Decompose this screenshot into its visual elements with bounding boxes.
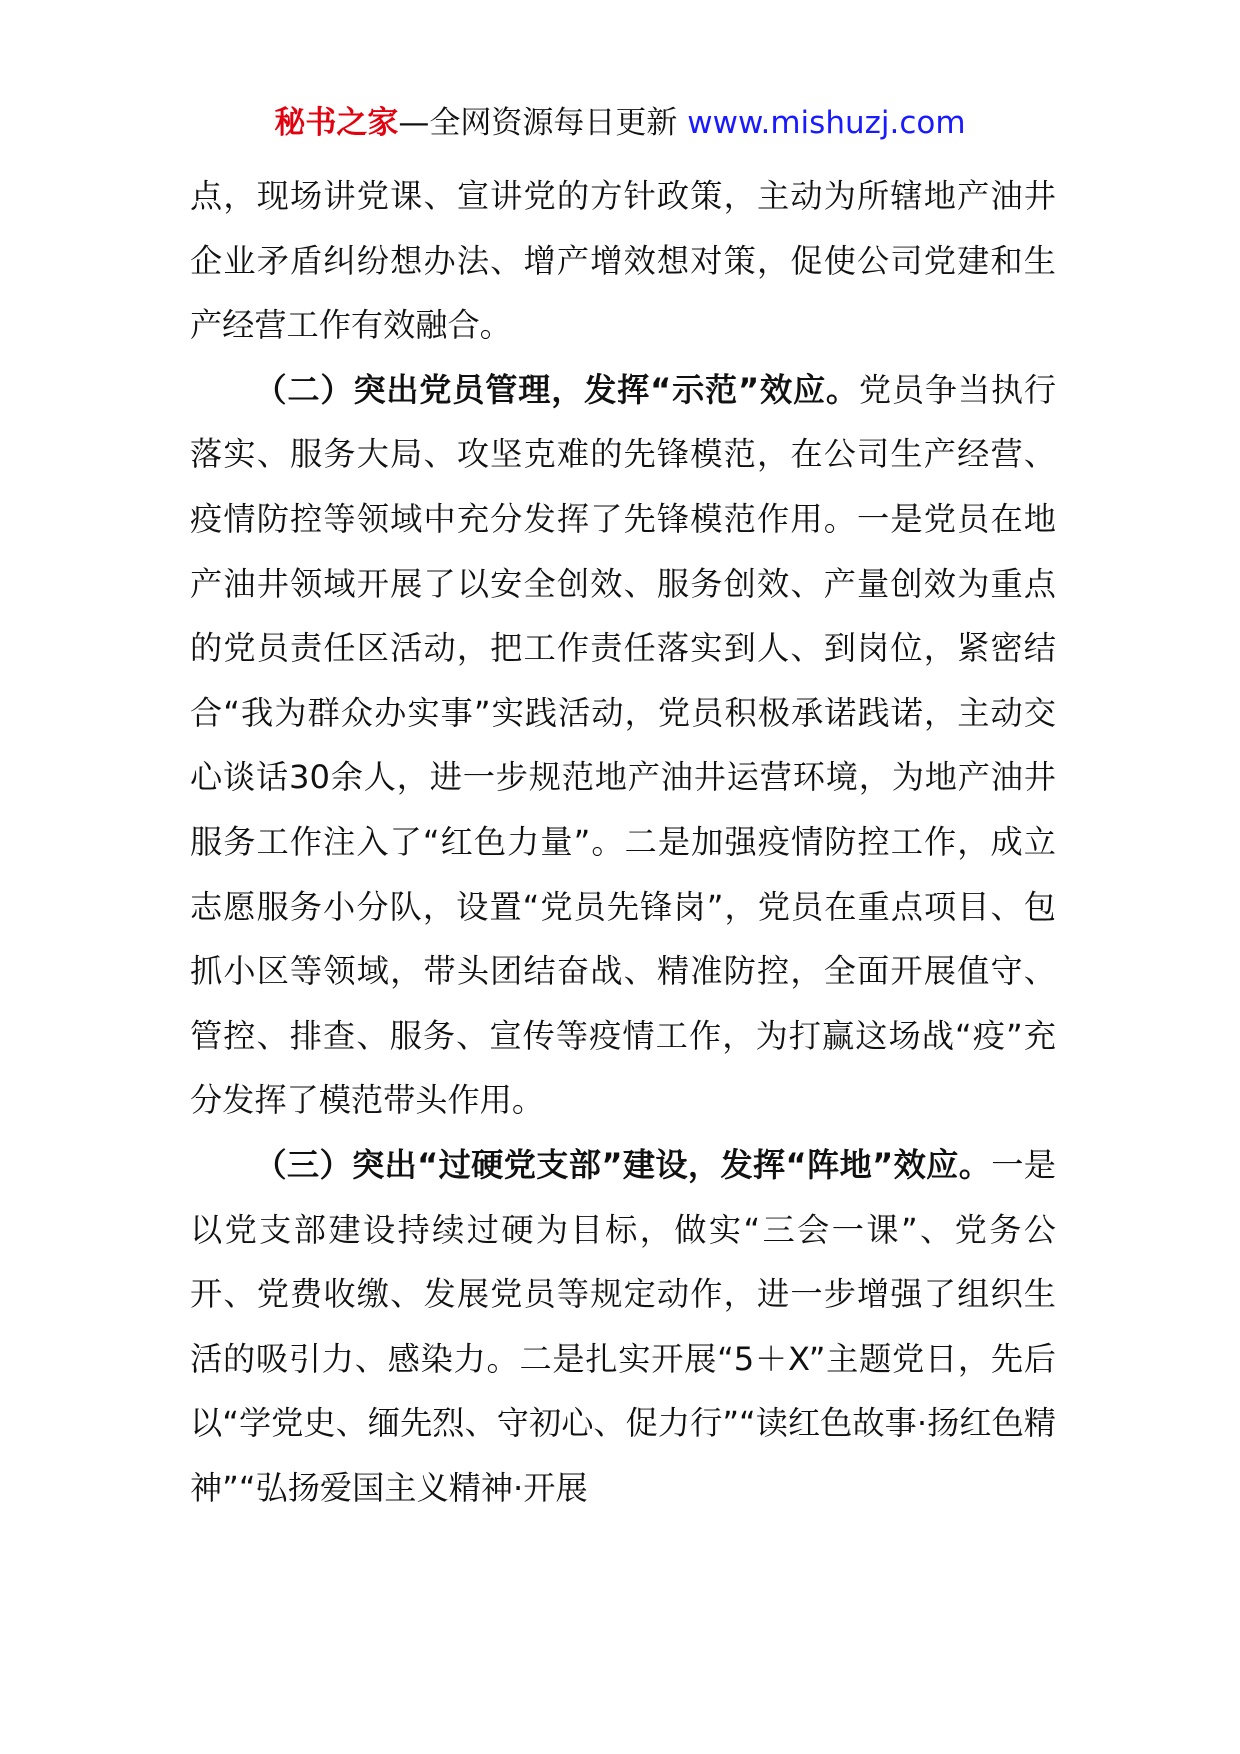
paragraph-text: 党员争当执行落实、服务大局、攻坚克难的先锋模范，在公司生产经营、疫情防控等领域中充分发挥了先锋模范作用。一是党员在地产油井领域开展了以安全创效、服务创效、产量创效为重点的党员责任区活动，把工作责任落实到人、到岗位，紧密结合“我为群众办实事”实践活动，党员积极承诺践诺，主动交心谈话30余人，进一步规范地产油井运营环境，为地产油井服务工作注入了“红色力量”。二是加强疫情防控工作，成立志愿服务小分队，设置“党员先锋岗”，党员在重点项目、包抓小区等领域，带头团结奋战、精准防控，全面开展值守、管控、排查、服务、宣传等疫情工作，为打赢这场战“疫”充分发挥了模范带头作用。 <box>190 370 1057 1120</box>
site-header <box>0 101 1240 145</box>
document-body <box>190 164 1056 1520</box>
paragraph-continuation <box>190 164 1056 358</box>
paragraph-section-2 <box>190 358 1056 1133</box>
header-slogan: —全网资源每日更新 <box>398 105 688 141</box>
paragraph-text: 一是以党支部建设持续过硬为目标，做实“三会一课”、党务公开、党费收缴、发展党员等规定动作，进一步增强了组织生活的吸引力、感染力。二是扎实开展“5＋X”主题党日，先后以“学党史、缅先烈、守初心、促力行”“读红色故事·扬红色精神”“弘扬爱国主义精神·开展 <box>190 1145 1056 1507</box>
paragraph-section-3 <box>190 1133 1056 1521</box>
brand-name: 秘书之家 <box>274 105 399 141</box>
paragraph-text: 点，现场讲党课、宣讲党的方针政策，主动为所辖地产油井企业矛盾纠纷想办法、增产增效想对策，促使公司党建和生产经营工作有效融合。 <box>190 177 1056 345</box>
section-heading: （三）突出“过硬党支部”建设，发挥“阵地”效应。 <box>254 1145 992 1184</box>
section-heading: （二）突出党员管理，发挥“示范”效应。 <box>254 370 859 409</box>
site-url[interactable]: www.mishuzj.com <box>687 105 966 141</box>
